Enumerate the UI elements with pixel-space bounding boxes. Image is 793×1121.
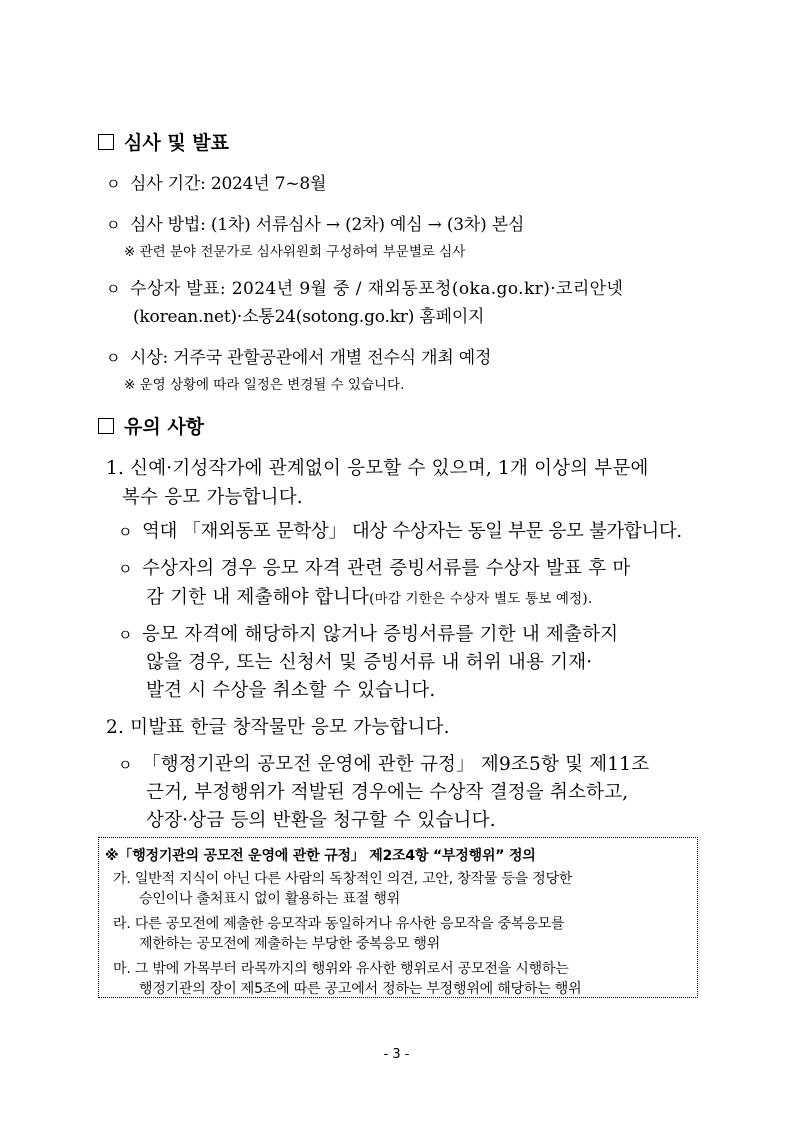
item-text: 역대 「재외동포 문학상」 대상 수상자는 동일 부문 응모 불가합니다. (142, 521, 682, 542)
item-text: 심사 기간: 2024년 7~8월 (130, 174, 327, 194)
item-continuation: (korean.net)·소통24(sotong.go.kr) 홈페이지 (133, 307, 485, 327)
numbered-item-2: 2. 미발표 한글 창작물만 응모 가능합니다. (106, 717, 450, 738)
circle-bullet-icon: ㅇ (106, 280, 121, 298)
section-heading-notices (98, 412, 793, 439)
item-continuation (146, 583, 793, 609)
circle-bullet-icon: ㅇ (118, 756, 133, 774)
item-text: 수상자의 경우 응모 자격 관련 증빙서류를 수상자 발표 후 마 (142, 558, 631, 579)
definition-line: 가. 일반적 지식이 아닌 다른 사람의 독창적인 의견, 고안, 창작물 등을 정당한 (113, 871, 573, 887)
item-text: 심사 방법: (1차) 서류심사 → (2차) 예심 → (3차) 본심 (130, 215, 525, 235)
item-continuation: 근거, 부정행위가 적발된 경우에는 수상작 결정을 취소하고, (146, 782, 629, 803)
item-continuation: 발견 시 수상을 취소할 수 있습니다. (146, 680, 436, 701)
item-note: (마감 기한은 수상자 별도 통보 예정). (369, 591, 593, 607)
section-title: 유의 사항 (124, 416, 205, 438)
definition-line: 마. 그 밖에 가목부터 라목까지의 행위와 유사한 행위로서 공모전을 시행하는 (113, 961, 569, 977)
item-continuation: 상장·상금 등의 반환을 청구할 수 있습니다. (146, 810, 496, 831)
circle-bullet-icon: ㅇ (106, 216, 121, 234)
checkbox-square-icon (98, 418, 114, 434)
circle-bullet-icon: ㅇ (118, 560, 133, 578)
definition-title: ※「행정기관의 공모전 운영에 관한 규정」 제2조4항 “부정행위” 정의 (105, 848, 536, 864)
item-text: 「행정기관의 공모전 운영에 관한 규정」 제9조5항 및 제11조 (142, 754, 650, 775)
circle-bullet-icon: ㅇ (118, 523, 133, 541)
section-title: 심사 및 발표 (124, 132, 229, 154)
section-heading-review (98, 128, 793, 155)
item-text: 시상: 거주국 관할공관에서 개별 전수식 개최 예정 (130, 348, 492, 368)
item-continuation: 않을 경우, 또는 신청서 및 증빙서류 내 허위 내용 기재· (146, 652, 593, 673)
list-item (106, 169, 793, 194)
list-item (106, 274, 793, 299)
list-item (118, 554, 793, 580)
item-continuation: 복수 응모 가능합니다. (122, 487, 303, 508)
definition-box (98, 837, 698, 998)
circle-bullet-icon: ㅇ (118, 626, 133, 644)
definition-line: 승인이나 출처표시 없이 활용하는 표절 행위 (139, 891, 401, 907)
definition-line: 행정기관의 장이 제5조에 따른 공고에서 정하는 부정행위에 해당하는 행위 (139, 981, 582, 997)
page-number: - 3 - (383, 1047, 410, 1062)
checkbox-square-icon (98, 134, 114, 150)
list-item (118, 750, 793, 776)
list-item (106, 210, 793, 235)
item-text: 감 기한 내 제출해야 합니다 (146, 587, 370, 608)
note: ※ 관련 분야 전문가로 심사위원회 구성하여 부문별로 심사 (124, 244, 466, 260)
list-item (118, 517, 793, 543)
definition-line: 제한하는 공모전에 제출하는 부당한 중복응모 행위 (139, 936, 441, 952)
circle-bullet-icon: ㅇ (106, 349, 121, 367)
list-item (106, 343, 793, 368)
list-item (118, 620, 793, 646)
circle-bullet-icon: ㅇ (106, 175, 121, 193)
item-text: 수상자 발표: 2024년 9월 중 / 재외동포청(oka.go.kr)·코리안넷 (130, 279, 624, 299)
item-text: 응모 자격에 해당하지 않거나 증빙서류를 기한 내 제출하지 (142, 624, 619, 645)
definition-line: 라. 다른 공모전에 제출한 응모작과 동일하거나 유사한 응모작을 중복응모를 (113, 916, 565, 932)
note: ※ 운영 상황에 따라 일정은 변경될 수 있습니다. (124, 377, 405, 393)
numbered-item-1: 1. 신예·기성작가에 관계없이 응모할 수 있으며, 1개 이상의 부문에 (106, 458, 649, 479)
